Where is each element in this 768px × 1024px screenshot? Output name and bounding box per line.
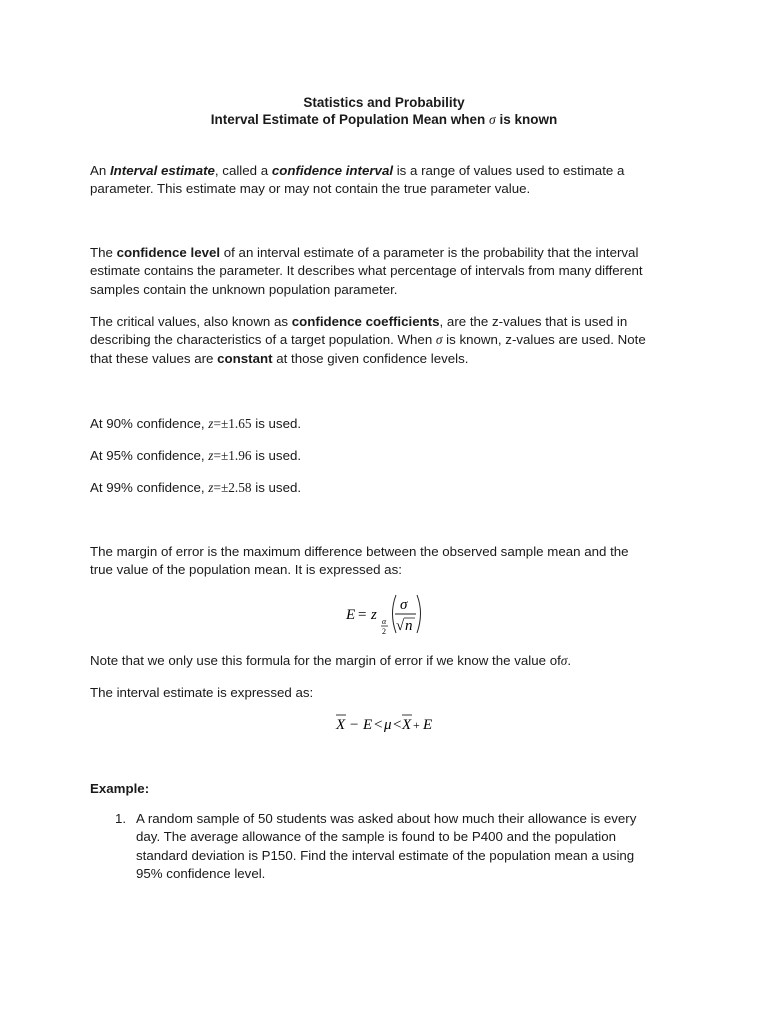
intro-text: is a range of values used to estimate a parameter. This estimate may or may not contain the true parameter value. bbox=[90, 163, 625, 197]
paragraph-text: of an interval estimate of a parameter is the probability that the interval estimate contains the parameter. It describes what percentage of intervals from many different samples contain the unknown population parameter. bbox=[90, 245, 643, 297]
document-title: Statistics and Probability bbox=[303, 95, 465, 110]
level-suffix: is used. bbox=[251, 416, 302, 431]
term-confidence-level: confidence level bbox=[116, 245, 221, 260]
formula-e: E bbox=[423, 717, 433, 733]
formula-sqrt: √ bbox=[396, 618, 405, 634]
z-symbol: z bbox=[208, 448, 214, 463]
intro-text: An bbox=[90, 163, 110, 178]
formula-less-than: < bbox=[374, 717, 383, 733]
z-symbol: z bbox=[208, 416, 214, 431]
z-symbol: z bbox=[208, 480, 214, 495]
right-parenthesis bbox=[417, 595, 421, 633]
confidence-level-paragraph bbox=[90, 244, 650, 299]
sigma-symbol: σ bbox=[489, 112, 496, 127]
formula-equals: = bbox=[358, 607, 367, 623]
formula-xbar: X bbox=[402, 717, 412, 733]
critical-values-paragraph bbox=[90, 313, 650, 368]
level-suffix: is used. bbox=[251, 448, 302, 463]
intro-paragraph bbox=[90, 162, 650, 199]
formula-n: n bbox=[405, 618, 413, 634]
document-subtitle bbox=[0, 112, 768, 128]
list-item-text: A random sample of 50 students was asked about how much their allowance is every day. The average allowance of the sample is found to be P400 and the population standard deviation is P150. Find the interval estimate of the population mean a using 95% confidence level. bbox=[136, 811, 637, 882]
formula-minus: − bbox=[350, 717, 359, 733]
paragraph-text: is known, z-values are used. Note that these values are bbox=[90, 332, 646, 366]
confidence-level-line-90 bbox=[90, 415, 650, 433]
formula-e: E bbox=[346, 607, 356, 623]
formula-plus: + bbox=[413, 718, 420, 732]
formula-mu: μ bbox=[384, 717, 392, 733]
formula-sigma: σ bbox=[400, 597, 408, 613]
formula-e: E bbox=[363, 717, 373, 733]
confidence-level-line-99 bbox=[90, 479, 650, 497]
note-text: Note that we only use this formula for the margin of error if we know the value of bbox=[90, 653, 561, 668]
margin-of-error-paragraph: The margin of error is the maximum difference between the observed sample mean and the true value of the population mean. It is expressed as: bbox=[90, 544, 629, 578]
subtitle-text-after: is known bbox=[495, 112, 558, 127]
sigma-symbol: σ bbox=[560, 653, 568, 668]
margin-of-error-formula bbox=[344, 590, 428, 638]
paragraph-text: at those given confidence levels. bbox=[272, 350, 469, 366]
level-suffix: is used. bbox=[251, 480, 302, 495]
subtitle-text-before: Interval Estimate of Population Mean when bbox=[210, 112, 490, 127]
paragraph-text: The bbox=[90, 245, 117, 260]
confidence-level-line-95 bbox=[90, 447, 650, 465]
intro-text: , called a bbox=[214, 163, 272, 178]
example-heading: Example: bbox=[90, 781, 150, 796]
example-list bbox=[90, 810, 650, 884]
list-item-number: 1. bbox=[115, 811, 127, 826]
term-interval-estimate: Interval estimate bbox=[109, 163, 215, 178]
level-label: At 90% confidence, bbox=[90, 416, 209, 431]
z-value: =±1.96 bbox=[213, 448, 252, 463]
term-confidence-coefficients: confidence coefficients bbox=[291, 314, 440, 329]
formula-alpha: α bbox=[382, 617, 387, 626]
formula-two: 2 bbox=[382, 627, 386, 636]
sigma-symbol: σ bbox=[435, 332, 443, 348]
note-period: . bbox=[567, 653, 572, 668]
term-constant: constant bbox=[217, 350, 273, 366]
level-label: At 99% confidence, bbox=[90, 480, 209, 495]
term-confidence-interval: confidence interval bbox=[271, 163, 394, 178]
formula-z: z bbox=[371, 607, 377, 623]
level-label: At 95% confidence, bbox=[90, 448, 209, 463]
formula-xbar: X bbox=[336, 717, 346, 733]
z-value: =±2.58 bbox=[213, 480, 252, 495]
interval-estimate-formula bbox=[334, 711, 438, 735]
list-item bbox=[90, 810, 650, 884]
interval-paragraph: The interval estimate is expressed as: bbox=[90, 685, 314, 700]
paragraph-text: , are the z-values that is used in describing the characteristics of a target population. When bbox=[90, 314, 628, 348]
note-paragraph bbox=[90, 652, 650, 670]
formula-less-than: < bbox=[393, 717, 402, 733]
z-value: =±1.65 bbox=[213, 416, 252, 431]
paragraph-text: The critical values, also known as bbox=[90, 314, 292, 329]
